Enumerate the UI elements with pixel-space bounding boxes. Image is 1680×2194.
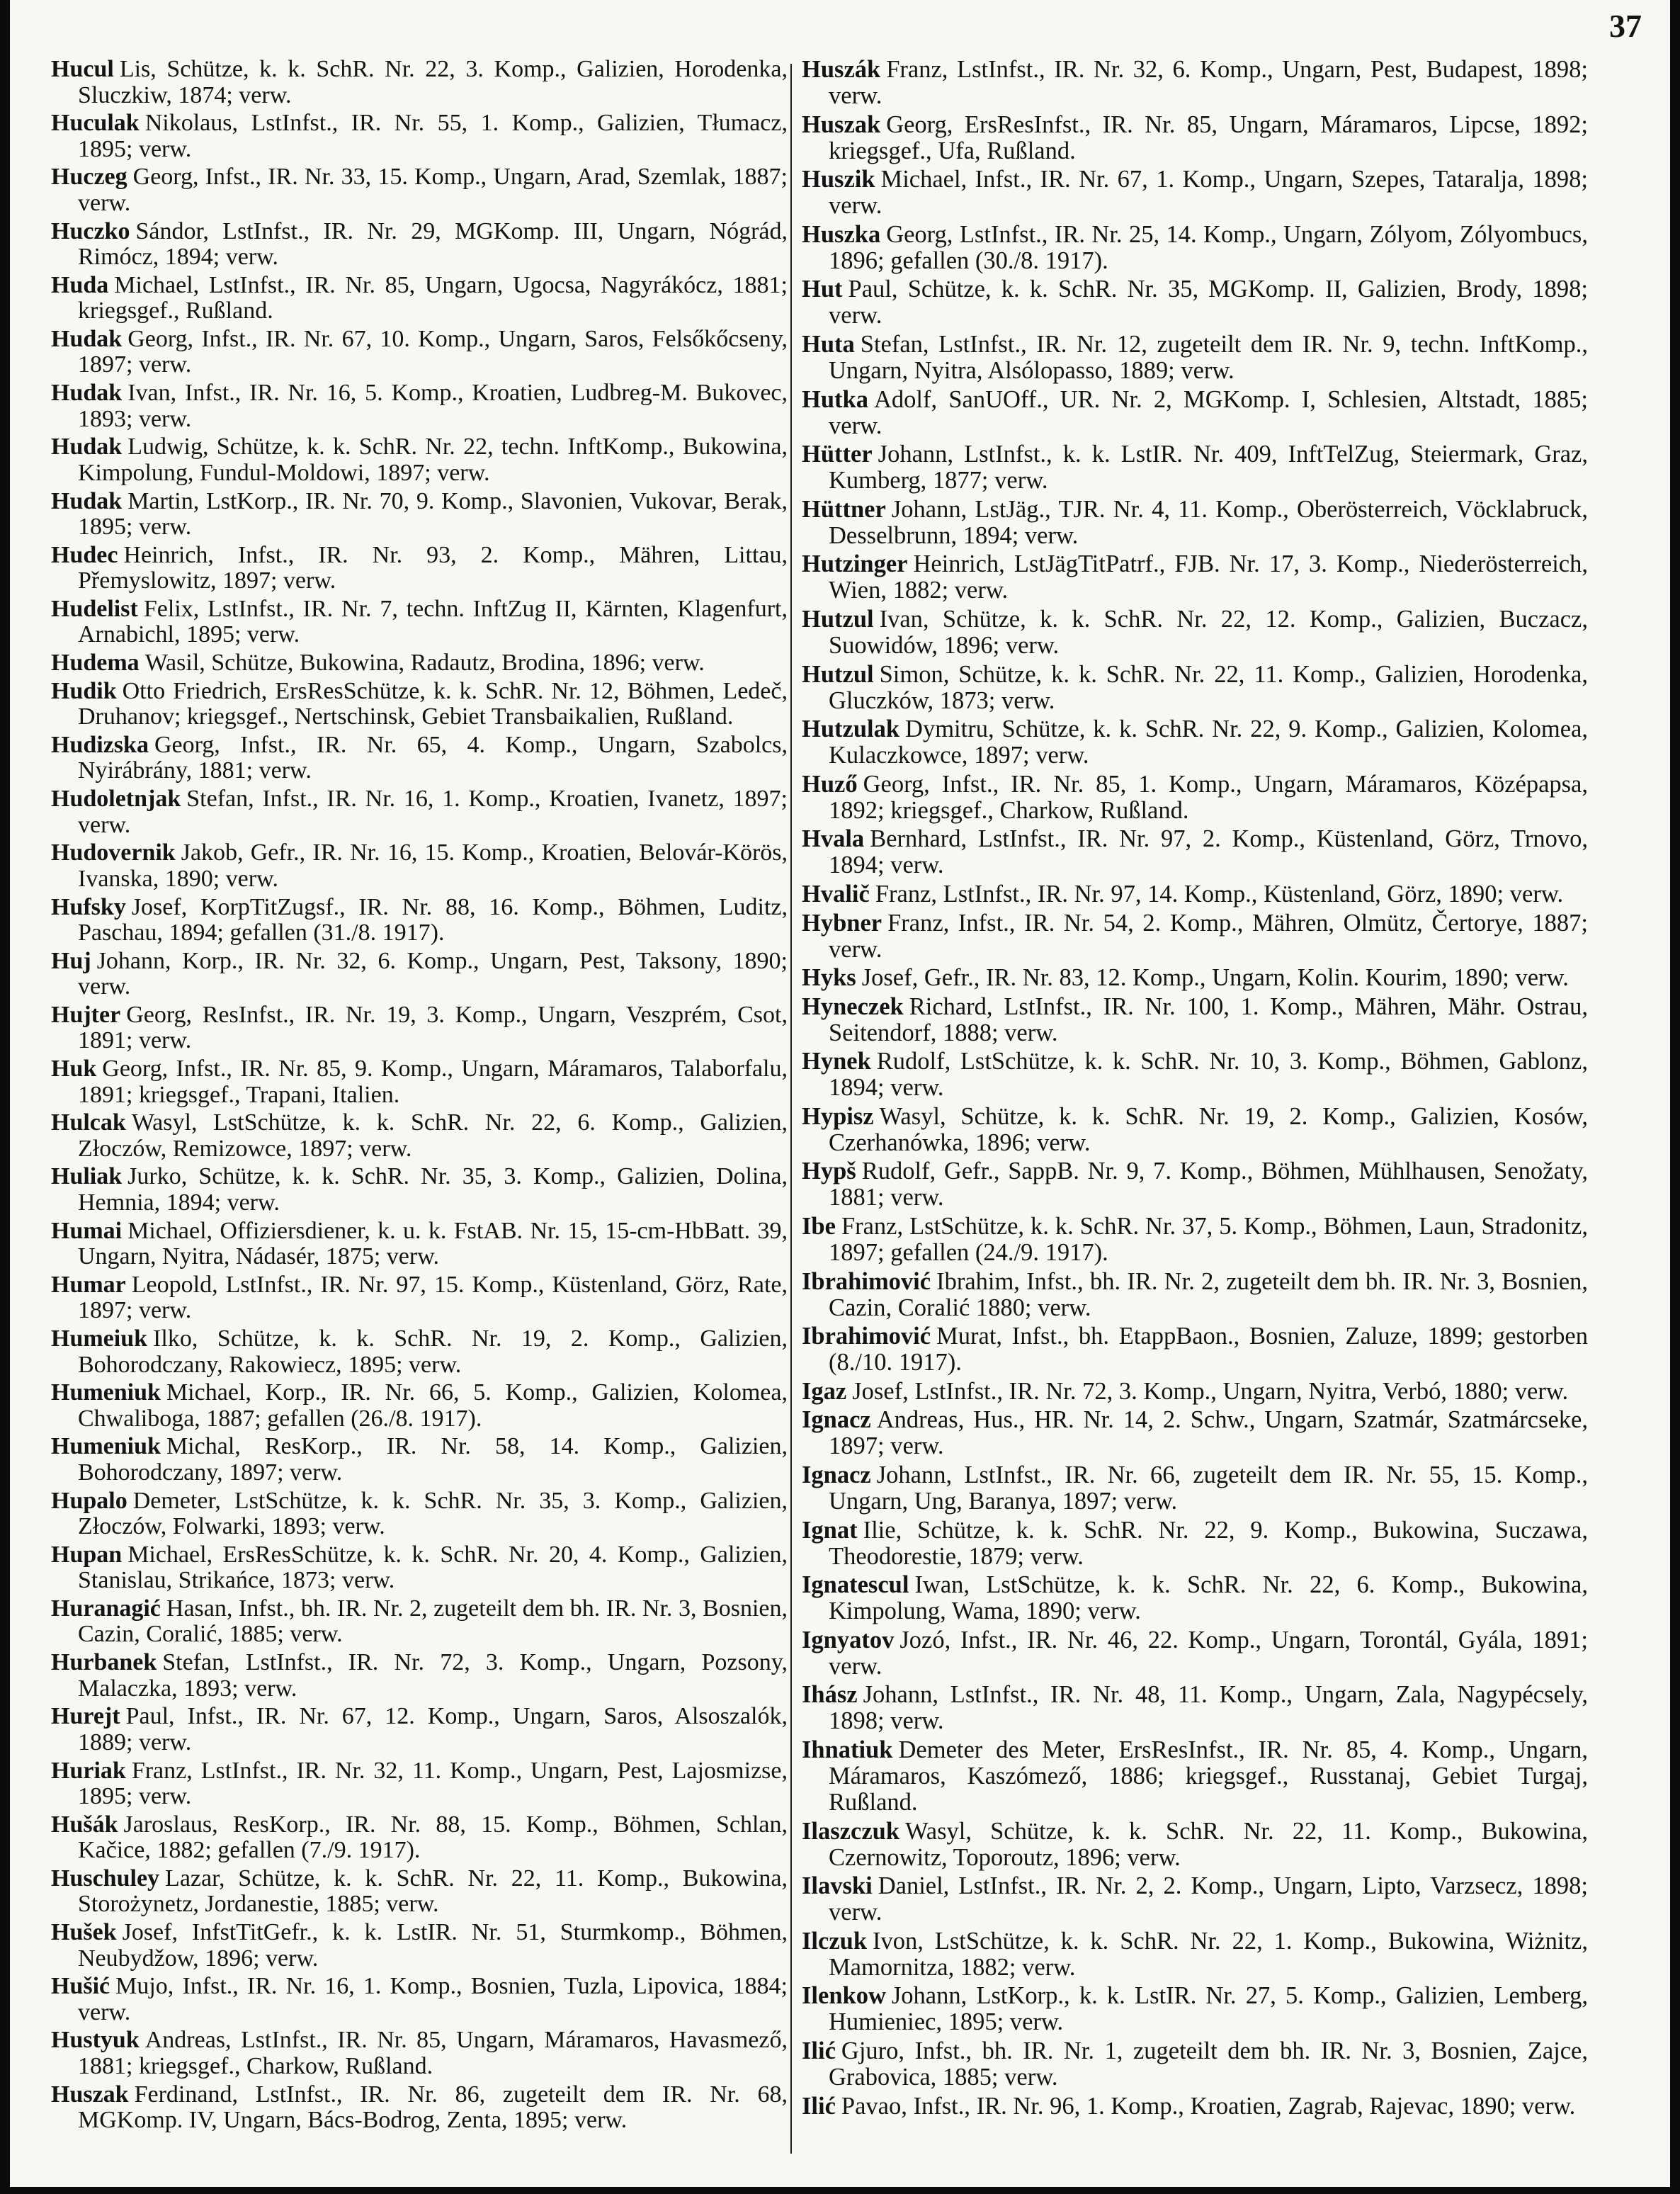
- roster-entry: [51, 1920, 788, 1972]
- roster-entry: [802, 166, 1588, 219]
- entry-details: Dymitru, Schütze, k. k. SchR. Nr. 22, 9. Komp., Galizien, Kolomea, Kulaczkowce, 1897; verw.: [829, 716, 1588, 769]
- entry-surname: Hucul: [51, 57, 114, 82]
- roster-entry: [51, 840, 788, 892]
- entry-details: Rudolf, Gefr., SappB. Nr. 9, 7. Komp., Böhmen, Mühlhausen, Senožaty, 1881; verw.: [829, 1158, 1588, 1211]
- entry-details: Andreas, Hus., HR. Nr. 14, 2. Schw., Ungarn, Szatmár, Szatmárcseke, 1897; verw.: [829, 1406, 1588, 1460]
- roster-entry: [802, 1048, 1588, 1101]
- left-column: [51, 57, 788, 2161]
- entry-details: Georg, Infst., IR. Nr. 85, 9. Komp., Ungarn, Máramaros, Talaborfalu, 1891; kriegsgef., Trapani, Italien.: [78, 1056, 788, 1108]
- entry-surname: Hudelist: [51, 595, 138, 622]
- entry-details: Josef, InfstTitGefr., k. k. LstIR. Nr. 51, Sturmkomp., Böhmen, Neubydžow, 1896; verw.: [78, 1919, 788, 1972]
- entry-details: Mujo, Infst., IR. Nr. 16, 1. Komp., Bosnien, Tuzla, Lipovica, 1884; verw.: [78, 1973, 788, 2025]
- entry-surname: Hulcak: [51, 1109, 126, 1136]
- entry-surname: Hüttner: [802, 495, 886, 523]
- roster-entry: [51, 1164, 788, 1216]
- roster-entry: [802, 1214, 1588, 1266]
- roster-entry: [802, 1737, 1588, 1816]
- entry-surname: Hudak: [51, 325, 123, 352]
- entry-surname: Ilenkow: [802, 1982, 886, 2010]
- entry-surname: Ilavski: [802, 1872, 873, 1900]
- roster-entry: [802, 441, 1588, 494]
- entry-details: Franz, LstInfst., IR. Nr. 32, 11. Komp., Ungarn, Pest, Lajosmizse, 1895; verw.: [78, 1757, 788, 1809]
- entry-surname: Ilaszczuk: [802, 1817, 899, 1845]
- roster-entry: [51, 1704, 788, 1755]
- roster-entry: [802, 551, 1588, 604]
- entry-surname: Hutzul: [802, 605, 874, 633]
- roster-entry: [802, 1104, 1588, 1156]
- roster-entry: [51, 1002, 788, 1054]
- entry-details: Paul, Schütze, k. k. SchR. Nr. 35, MGKomp. II, Galizien, Brody, 1898; verw.: [829, 276, 1588, 329]
- entry-details: Richard, LstInfst., IR. Nr. 100, 1. Komp., Mähren, Mähr. Ostrau, Seitendorf, 1888; verw.: [829, 993, 1588, 1046]
- entry-surname: Hustyuk: [51, 2027, 140, 2054]
- entry-details: Andreas, LstInfst., IR. Nr. 85, Ungarn, Máramaros, Havasmező, 1881; kriegsgef., Charkow, Rußland.: [78, 2027, 788, 2079]
- entry-surname: Ignacz: [802, 1461, 871, 1489]
- entry-surname: Huszik: [802, 166, 875, 193]
- entry-details: Johann, Korp., IR. Nr. 32, 6. Komp., Ungarn, Pest, Taksony, 1890; verw.: [78, 947, 788, 1000]
- entry-details: Sándor, LstInfst., IR. Nr. 29, MGKomp. III, Ungarn, Nógrád, Rimócz, 1894; verw.: [78, 217, 788, 271]
- entry-details: Jaroslaus, ResKorp., IR. Nr. 88, 15. Komp., Böhmen, Schlan, Kačice, 1882; gefallen (7./9. 1917).: [78, 1811, 788, 1864]
- entry-details: Franz, LstInfst., IR. Nr. 97, 14. Komp., Küstenland, Görz, 1890; verw.: [875, 880, 1564, 907]
- entry-surname: Huliak: [51, 1163, 123, 1190]
- roster-entry: [802, 910, 1588, 963]
- entry-surname: Ilczuk: [802, 1927, 868, 1955]
- roster-entry: [51, 1110, 788, 1162]
- entry-details: Adolf, SanUOff., UR. Nr. 2, MGKomp. I, Schlesien, Altstadt, 1885; verw.: [829, 385, 1588, 439]
- roster-entry: [802, 771, 1588, 824]
- roster-entry: [802, 1873, 1588, 1926]
- page-number: 37: [1609, 8, 1642, 44]
- entry-surname: Ihnatiuk: [802, 1736, 893, 1763]
- entry-details: Georg, ResInfst., IR. Nr. 19, 3. Komp., Ungarn, Veszprém, Csot, 1891; verw.: [78, 1001, 788, 1054]
- entry-details: Ludwig, Schütze, k. k. SchR. Nr. 22, techn. InftKomp., Bukowina, Kimpolung, Fundul-Moldowi, 1897; verw.: [78, 434, 788, 486]
- entry-details: Felix, LstInfst., IR. Nr. 7, techn. InftZug II, Kärnten, Klagenfurt, Arnabichl, 1895; verw.: [78, 595, 788, 648]
- roster-entry: [51, 543, 788, 594]
- roster-entry: [802, 222, 1588, 274]
- entry-details: Ibrahim, Infst., bh. IR. Nr. 2, zugeteilt dem bh. IR. Nr. 3, Bosnien, Cazin, Coralić 1880; verw.: [829, 1267, 1588, 1321]
- entry-details: Stefan, LstInfst., IR. Nr. 72, 3. Komp., Ungarn, Pozsony, Malaczka, 1893; verw.: [78, 1649, 788, 1702]
- entry-details: Heinrich, Infst., IR. Nr. 93, 2. Komp., Mähren, Littau, Přemyslowitz, 1897; verw.: [78, 541, 788, 594]
- entry-surname: Huczeg: [51, 164, 127, 191]
- right-column: [802, 57, 1588, 2161]
- entry-surname: Hušek: [51, 1919, 117, 1946]
- roster-entry: [51, 895, 788, 946]
- entry-details: Wasil, Schütze, Bukowina, Radautz, Brodina, 1896; verw.: [144, 650, 705, 677]
- roster-entry: [802, 826, 1588, 878]
- entry-surname: Ibrahimović: [802, 1267, 931, 1295]
- entry-details: Jozó, Infst., IR. Nr. 46, 22. Komp., Ungarn, Torontál, Gyála, 1891; verw.: [829, 1626, 1588, 1680]
- column-divider: [790, 64, 792, 2154]
- entry-surname: Hynek: [802, 1048, 871, 1075]
- roster-entry: [802, 1407, 1588, 1459]
- roster-entry: [51, 1218, 788, 1270]
- roster-entry: [802, 276, 1588, 329]
- entry-details: Michael, LstInfst., IR. Nr. 85, Ungarn, Ugocsa, Nagyrákócz, 1881; kriegsgef., Rußland.: [78, 271, 788, 324]
- entry-surname: Huszka: [802, 220, 881, 248]
- entry-details: Georg, ErsResInfst., IR. Nr. 85, Ungarn, Máramaros, Lipcse, 1892; kriegsgef., Ufa, Rußland.: [829, 111, 1588, 164]
- roster-entry: [51, 111, 788, 162]
- entry-surname: Humeniuk: [51, 1379, 161, 1406]
- entry-details: Gjuro, Infst., bh. IR. Nr. 1, zugeteilt dem bh. IR. Nr. 3, Bosnien, Zajce, Grabovica, 1885; verw.: [829, 2037, 1588, 2091]
- entry-surname: Hudak: [51, 434, 123, 460]
- entry-surname: Igaz: [802, 1377, 847, 1405]
- entry-surname: Hypisz: [802, 1102, 874, 1130]
- entry-surname: Hütter: [802, 441, 873, 468]
- roster-entry: [51, 489, 788, 541]
- entry-surname: Hutzinger: [802, 550, 908, 578]
- roster-entry: [51, 650, 788, 677]
- entry-surname: Hurbanek: [51, 1649, 157, 1676]
- entry-details: Johann, LstInfst., IR. Nr. 66, zugeteilt dem IR. Nr. 55, 15. Komp., Ungarn, Ung, Baranya, 1897; verw.: [829, 1461, 1588, 1515]
- entry-surname: Ignat: [802, 1516, 858, 1544]
- roster-entry: [51, 380, 788, 432]
- entry-details: Michael, Infst., IR. Nr. 67, 1. Komp., Ungarn, Szepes, Tataralja, 1898; verw.: [829, 166, 1588, 220]
- entry-surname: Ihász: [802, 1681, 858, 1709]
- entry-surname: Hudak: [51, 487, 123, 514]
- entry-details: Simon, Schütze, k. k. SchR. Nr. 22, 11. Komp., Galizien, Horodenka, Gluczków, 1873; verw.: [829, 660, 1588, 714]
- roster-entry: [51, 164, 788, 216]
- roster-entry: [51, 1326, 788, 1378]
- roster-entry: [51, 596, 788, 648]
- entry-details: Wasyl, Schütze, k. k. SchR. Nr. 22, 11. Komp., Bukowina, Czernowitz, Toporoutz, 1896; verw.: [829, 1817, 1588, 1871]
- entry-surname: Ibe: [802, 1213, 836, 1240]
- entry-details: Ferdinand, LstInfst., IR. Nr. 86, zugeteilt dem IR. Nr. 68, MGKomp. IV, Ungarn, Bács-Bodrog, Zenta, 1895; verw.: [78, 2081, 788, 2134]
- entry-surname: Hutzulak: [802, 716, 900, 743]
- entry-surname: Humeniuk: [51, 1433, 161, 1460]
- entry-surname: Hybner: [802, 909, 882, 937]
- entry-details: Leopold, LstInfst., IR. Nr. 97, 15. Komp., Küstenland, Görz, Rate, 1897; verw.: [78, 1271, 788, 1324]
- roster-entry: [802, 1379, 1588, 1405]
- entry-surname: Hudak: [51, 380, 123, 407]
- entry-details: Murat, Infst., bh. EtappBaon., Bosnien, Zaluze, 1899; gestorben (8./10. 1917).: [829, 1323, 1588, 1376]
- roster-entry: [51, 1542, 788, 1594]
- entry-details: Ilko, Schütze, k. k. SchR. Nr. 19, 2. Komp., Galizien, Bohorodczany, Rakowiecz, 1895; verw.: [78, 1325, 788, 1378]
- entry-details: Franz, Infst., IR. Nr. 54, 2. Komp., Mähren, Olmütz, Čertorye, 1887; verw.: [829, 909, 1588, 963]
- entry-surname: Ignyatov: [802, 1626, 895, 1653]
- roster-entry: [51, 949, 788, 1000]
- entry-details: Ivan, Infst., IR. Nr. 16, 5. Komp., Kroatien, Ludbreg-M. Bukovec, 1893; verw.: [78, 380, 788, 432]
- entry-details: Georg, Infst., IR. Nr. 85, 1. Komp., Ungarn, Máramaros, Középapsa, 1892; kriegsgef., Charkow, Rußland.: [829, 770, 1588, 824]
- entry-details: Michael, ErsResSchütze, k. k. SchR. Nr. 20, 4. Komp., Galizien, Stanislau, Strikańce, 1873; verw.: [78, 1541, 788, 1594]
- entry-surname: Hufsky: [51, 893, 126, 920]
- entry-surname: Humeiuk: [51, 1325, 148, 1352]
- entry-surname: Hupalo: [51, 1487, 127, 1514]
- entry-details: Pavao, Infst., IR. Nr. 96, 1. Komp., Kroatien, Zagrab, Rajevac, 1890; verw.: [841, 2092, 1576, 2120]
- entry-details: Michal, ResKorp., IR. Nr. 58, 14. Komp., Galizien, Bohorodczany, 1897; verw.: [78, 1433, 788, 1486]
- entry-details: Georg, Infst., IR. Nr. 67, 10. Komp., Ungarn, Saros, Felsőkőcseny, 1897; verw.: [78, 325, 788, 378]
- roster-entry: [51, 733, 788, 784]
- roster-entry: [51, 1758, 788, 1810]
- roster-entry: [51, 2028, 788, 2079]
- roster-entry: [802, 1158, 1588, 1211]
- entry-details: Jakob, Gefr., IR. Nr. 16, 15. Komp., Kroatien, Belovár-Körös, Ivanska, 1890; verw.: [78, 839, 788, 892]
- roster-entry: [802, 1323, 1588, 1376]
- entry-surname: Huschuley: [51, 1865, 160, 1892]
- roster-entry: [802, 1627, 1588, 1680]
- entry-surname: Hudema: [51, 650, 140, 677]
- roster-entry: [802, 57, 1588, 109]
- entry-details: Rudolf, LstSchütze, k. k. SchR. Nr. 10, 3. Komp., Böhmen, Gablonz, 1894; verw.: [829, 1048, 1588, 1102]
- roster-entry: [802, 1572, 1588, 1624]
- entry-details: Johann, LstJäg., TJR. Nr. 4, 11. Komp., Oberösterreich, Vöcklabruck, Desselbrunn, 1894; verw.: [829, 495, 1588, 549]
- roster-entry: [802, 1462, 1588, 1515]
- roster-entry: [51, 1866, 788, 1918]
- entry-surname: Huszak: [51, 2081, 129, 2108]
- roster-entry: [51, 2082, 788, 2134]
- entry-surname: Hypš: [802, 1158, 856, 1185]
- roster-entry: [802, 1517, 1588, 1570]
- entry-details: Josef, LstInfst., IR. Nr. 72, 3. Komp., Ungarn, Nyitra, Verbó, 1880; verw.: [852, 1377, 1569, 1405]
- entry-surname: Hyks: [802, 964, 856, 992]
- roster-entry: [802, 606, 1588, 659]
- entry-surname: Ilić: [802, 2037, 836, 2064]
- entry-surname: Hudizska: [51, 731, 149, 758]
- roster-entry: [51, 1812, 788, 1864]
- roster-entry: [802, 387, 1588, 439]
- roster-entry: [802, 2093, 1588, 2120]
- entry-details: Daniel, LstInfst., IR. Nr. 2, 2. Komp., Ungarn, Lipto, Varzsecz, 1898; verw.: [829, 1872, 1588, 1926]
- entry-details: Demeter, LstSchütze, k. k. SchR. Nr. 35, 3. Komp., Galizien, Złoczów, Folwarki, 1893; verw.: [78, 1487, 788, 1540]
- entry-surname: Humai: [51, 1217, 123, 1244]
- entry-details: Heinrich, LstJägTitPatrf., FJB. Nr. 17, 3. Komp., Niederösterreich, Wien, 1882; verw.: [829, 550, 1588, 604]
- entry-surname: Huj: [51, 947, 91, 974]
- entry-surname: Ibrahimović: [802, 1323, 931, 1350]
- entry-details: Paul, Infst., IR. Nr. 67, 12. Komp., Ungarn, Saros, Alsoszalók, 1889; verw.: [78, 1703, 788, 1755]
- roster-entry: [802, 332, 1588, 384]
- entry-surname: Huk: [51, 1056, 97, 1082]
- entry-details: Ilie, Schütze, k. k. SchR. Nr. 22, 9. Komp., Bukowina, Suczawa, Theodorestie, 1879; verw.: [829, 1516, 1588, 1570]
- entry-details: Johann, LstKorp., k. k. LstIR. Nr. 27, 5. Komp., Galizien, Lemberg, Humieniec, 1895; verw.: [829, 1982, 1588, 2036]
- roster-entry: [802, 994, 1588, 1046]
- entry-surname: Ilić: [802, 2092, 836, 2120]
- roster-entry: [802, 497, 1588, 549]
- entry-details: Bernhard, LstInfst., IR. Nr. 97, 2. Komp., Küstenland, Görz, Trnovo, 1894; verw.: [829, 825, 1588, 879]
- entry-details: Michael, Offiziersdiener, k. u. k. FstAB. Nr. 15, 15-cm-HbBatt. 39, Ungarn, Nyitra, Nádasér, 1875; verw.: [78, 1217, 788, 1270]
- entry-surname: Huculak: [51, 110, 140, 137]
- entry-surname: Hvalič: [802, 880, 870, 907]
- roster-entry: [51, 327, 788, 378]
- roster-entry: [51, 1380, 788, 1432]
- roster-entry: [802, 1983, 1588, 2035]
- entry-details: Stefan, Infst., IR. Nr. 16, 1. Komp., Kroatien, Ivanetz, 1897; verw.: [78, 786, 788, 838]
- entry-surname: Ignacz: [802, 1406, 871, 1434]
- entry-surname: Huriak: [51, 1757, 126, 1784]
- entry-surname: Huszak: [802, 111, 881, 138]
- roster-entry: [802, 965, 1588, 991]
- entry-details: Georg, Infst., IR. Nr. 65, 4. Komp., Ungarn, Szabolcs, Nyirábrány, 1881; verw.: [78, 731, 788, 784]
- roster-entry: [51, 434, 788, 486]
- entry-surname: Ignatescul: [802, 1571, 909, 1599]
- entry-surname: Huszák: [802, 57, 881, 83]
- entry-surname: Hudec: [51, 541, 118, 568]
- entry-surname: Hvala: [802, 825, 865, 853]
- roster-entry: [802, 2038, 1588, 2091]
- roster-entry: [802, 662, 1588, 714]
- entry-surname: Hurejt: [51, 1703, 120, 1730]
- entry-surname: Hut: [802, 276, 843, 303]
- entry-details: Josef, KorpTitZugsf., IR. Nr. 88, 16. Komp., Böhmen, Luditz, Paschau, 1894; gefallen (31./8. 1917).: [78, 893, 788, 946]
- roster-entry: [51, 679, 788, 730]
- entry-details: Ivan, Schütze, k. k. SchR. Nr. 22, 12. Komp., Galizien, Buczacz, Suowidów, 1896; verw.: [829, 605, 1588, 659]
- entry-surname: Hutzul: [802, 660, 874, 688]
- entry-surname: Hudoletnjak: [51, 786, 181, 813]
- roster-entry: [51, 1974, 788, 2025]
- entry-surname: Hušák: [51, 1811, 118, 1838]
- roster-entry: [802, 1819, 1588, 1871]
- entry-details: Wasyl, LstSchütze, k. k. SchR. Nr. 22, 6. Komp., Galizien, Złoczów, Remizowce, 1897; verw.: [78, 1109, 788, 1162]
- roster-entry: [802, 1928, 1588, 1981]
- roster-entry: [51, 57, 788, 108]
- entry-surname: Hupan: [51, 1541, 123, 1568]
- entry-details: Nikolaus, LstInfst., IR. Nr. 55, 1. Komp., Galizien, Tłumacz, 1895; verw.: [78, 110, 788, 162]
- roster-entry: [51, 1272, 788, 1324]
- entry-details: Lazar, Schütze, k. k. SchR. Nr. 22, 11. Komp., Bukowina, Storożynetz, Jordanestie, 1885; verw.: [78, 1865, 788, 1918]
- entry-details: Georg, Infst., IR. Nr. 33, 15. Komp., Ungarn, Arad, Szemlak, 1887; verw.: [78, 164, 788, 216]
- entry-details: Franz, LstSchütze, k. k. SchR. Nr. 37, 5. Komp., Böhmen, Laun, Stradonitz, 1897; gefallen (24./9. 1917).: [829, 1213, 1588, 1267]
- entry-details: Jurko, Schütze, k. k. SchR. Nr. 35, 3. Komp., Galizien, Dolina, Hemnia, 1894; verw.: [78, 1163, 788, 1216]
- entry-surname: Hudik: [51, 677, 117, 704]
- entry-details: Franz, LstInfst., IR. Nr. 32, 6. Komp., Ungarn, Pest, Budapest, 1898; verw.: [829, 57, 1588, 109]
- entry-details: Otto Friedrich, ErsResSchütze, k. k. SchR. Nr. 12, Böhmen, Ledeč, Druhanov; kriegsgef., Nertschinsk, Gebiet Transbaikalien, Rußland.: [78, 677, 788, 730]
- entry-details: Josef, Gefr., IR. Nr. 83, 12. Komp., Ungarn, Kolin. Kourim, 1890; verw.: [861, 964, 1569, 992]
- roster-entry: [802, 1682, 1588, 1734]
- roster-entry: [802, 716, 1588, 769]
- entry-surname: Hujter: [51, 1001, 121, 1028]
- entry-surname: Hušić: [51, 1973, 110, 2000]
- roster-entry: [51, 219, 788, 271]
- roster-entry: [51, 1596, 788, 1648]
- entry-surname: Hudovernik: [51, 839, 176, 866]
- entry-details: Hasan, Infst., bh. IR. Nr. 2, zugeteilt dem bh. IR. Nr. 3, Bosnien, Cazin, Coralić, 1885; verw.: [78, 1595, 788, 1648]
- entry-surname: Huző: [802, 770, 858, 798]
- entry-details: Georg, LstInfst., IR. Nr. 25, 14. Komp., Ungarn, Zólyom, Zólyombucs, 1896; gefallen (30./8. 1917).: [829, 220, 1588, 274]
- entry-details: Demeter des Meter, ErsResInfst., IR. Nr. 85, 4. Komp., Ungarn, Máramaros, Kaszómező, 1886; kriegsgef., Russtanaj, Gebiet Turgaj, Rußland.: [829, 1736, 1588, 1816]
- entry-surname: Huta: [802, 330, 855, 358]
- entry-surname: Hutka: [802, 385, 868, 413]
- entry-surname: Huranagić: [51, 1595, 161, 1622]
- entry-details: Stefan, LstInfst., IR. Nr. 12, zugeteilt dem IR. Nr. 9, techn. InftKomp., Ungarn, Nyitra, Alsólopasso, 1889; verw.: [829, 330, 1588, 384]
- entry-details: Lis, Schütze, k. k. SchR. Nr. 22, 3. Komp., Galizien, Horodenka, Sluczkiw, 1874; verw.: [78, 57, 788, 108]
- roster-entry: [802, 1269, 1588, 1321]
- entry-details: Johann, LstInfst., IR. Nr. 48, 11. Komp., Ungarn, Zala, Nagypécsely, 1898; verw.: [829, 1681, 1588, 1735]
- entry-surname: Huczko: [51, 217, 130, 244]
- roster-entry: [51, 1434, 788, 1486]
- roster-entry: [51, 1650, 788, 1702]
- roster-entry: [51, 786, 788, 838]
- roster-entry: [51, 273, 788, 324]
- entry-surname: Hyneczek: [802, 993, 904, 1020]
- entry-details: Ivon, LstSchütze, k. k. SchR. Nr. 22, 1. Komp., Bukowina, Wiżnitz, Mamornitza, 1882; verw.: [829, 1927, 1588, 1981]
- entry-surname: Humar: [51, 1271, 126, 1298]
- entry-surname: Huda: [51, 271, 109, 298]
- entry-details: Martin, LstKorp., IR. Nr. 70, 9. Komp., Slavonien, Vukovar, Berak, 1895; verw.: [78, 487, 788, 540]
- roster-entry: [802, 112, 1588, 164]
- entry-details: Wasyl, Schütze, k. k. SchR. Nr. 19, 2. Komp., Galizien, Kosów, Czerhanówka, 1896; verw.: [829, 1102, 1588, 1156]
- roster-entry: [51, 1488, 788, 1540]
- entry-details: Michael, Korp., IR. Nr. 66, 5. Komp., Galizien, Kolomea, Chwaliboga, 1887; gefallen (26./8. 1917).: [78, 1379, 788, 1432]
- roster-entry: [51, 1056, 788, 1108]
- entry-details: Iwan, LstSchütze, k. k. SchR. Nr. 22, 6. Komp., Bukowina, Kimpolung, Wama, 1890; verw.: [829, 1571, 1588, 1625]
- entry-details: Johann, LstInfst., k. k. LstIR. Nr. 409, InftTelZug, Steiermark, Graz, Kumberg, 1877; verw.: [829, 441, 1588, 494]
- roster-entry: [802, 881, 1588, 907]
